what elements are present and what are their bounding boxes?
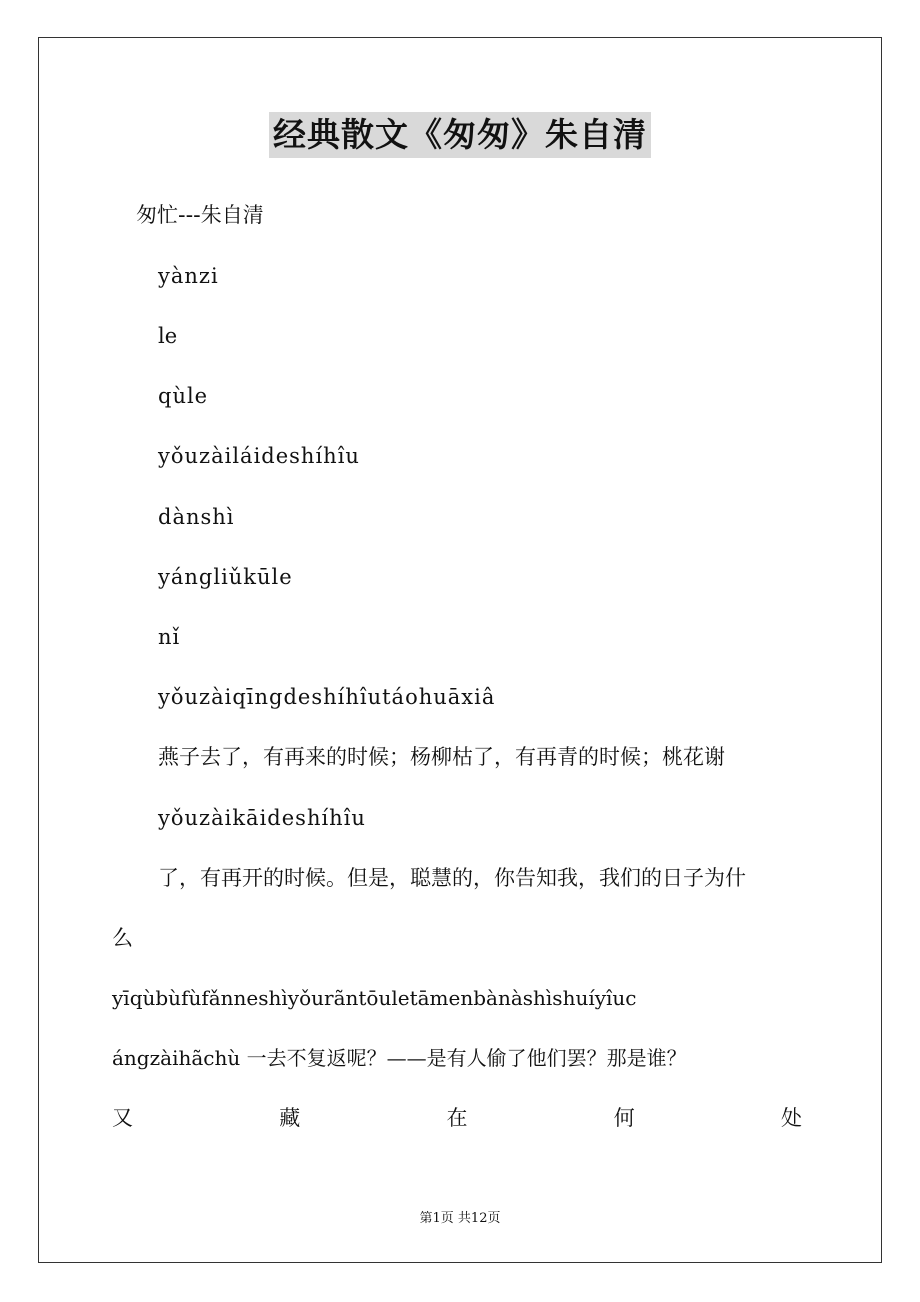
text-line: 么 [112,926,133,950]
text-line: yīqùbùfùfǎnneshìyǒurãntōuletāmenbànàshìshuíyîuc [112,986,637,1010]
text-line: 了，有再开的时候。但是，聪慧的，你告知我，我们的日子为什 [158,866,746,890]
document-title-wrap [0,112,920,158]
char: 处 [781,1106,802,1130]
char: 在 [446,1106,468,1130]
document-title: 经典散文《匆匆》朱自清 [269,112,651,158]
text-line: qùle [158,384,209,408]
page-footer: 第1页 共12页 [419,1211,501,1226]
justified-line [112,1105,802,1131]
subtitle: 匆忙---朱自清 [136,203,264,227]
text-line: dànshì [158,505,235,529]
text-line: yǒuzàiláideshíhîu [158,444,360,468]
char: 藏 [279,1106,301,1130]
text-line: yǒuzàiqīngdeshíhîutáohuāxiâ [158,685,496,709]
char: 何 [613,1106,635,1130]
text-line: yángliǔkūle [158,565,293,589]
text-line: le [158,324,178,348]
text-line: ángzàihãchù 一去不复返呢？——是有人偷了他们罢？那是谁？ [112,1046,687,1070]
text-line: nǐ [158,625,181,649]
text-line: yànzi [158,264,219,288]
text-line: 燕子去了，有再来的时候；杨柳枯了，有再青的时候；桃花谢 [158,745,725,769]
char: 又 [112,1106,133,1130]
text-line: yǒuzàikāideshíhîu [158,806,366,830]
